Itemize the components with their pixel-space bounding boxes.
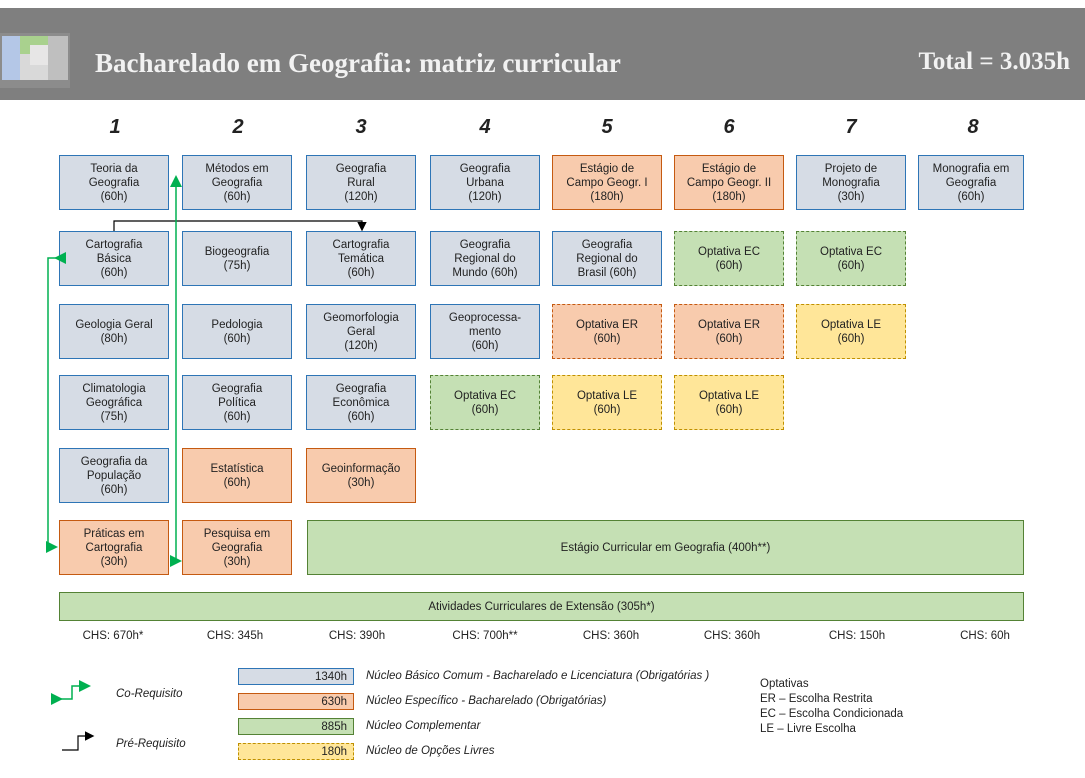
- chs-total: CHS: 150h: [828, 630, 886, 642]
- course-label: Geografia da População (60h): [80, 455, 148, 496]
- optativas-line: ER – Escolha Restrita: [760, 693, 873, 705]
- semester-number: 3: [355, 116, 367, 138]
- semester-number: 5: [601, 116, 613, 138]
- course-label: Práticas em Cartografia (30h): [83, 527, 145, 568]
- chs-total: CHS: 60h: [960, 630, 1010, 642]
- legend-swatch-free: 180h: [238, 743, 354, 760]
- optativas-line: LE – Livre Escolha: [760, 723, 856, 735]
- course-label: Geoinformação (30h): [321, 462, 401, 489]
- semester-number: 7: [845, 116, 857, 138]
- legend-label-free: Núcleo de Opções Livres: [366, 745, 495, 757]
- course-label: Geomorfologia Geral (120h): [323, 311, 399, 352]
- chs-total: CHS: 700h**: [452, 630, 518, 642]
- course-label: Geografia Regional do Brasil (60h): [576, 238, 638, 279]
- co-requisite-arrow: [48, 258, 57, 547]
- semester-number: 8: [967, 116, 979, 138]
- chs-total: CHS: 360h: [703, 630, 761, 642]
- optativas-title: Optativas: [760, 678, 809, 690]
- course-label: Optativa ER (60h): [698, 318, 760, 345]
- course-label: Geoprocessa- mento (60h): [448, 311, 522, 352]
- course-label: Projeto de Monografia (30h): [822, 162, 880, 203]
- course-label: Geografia Urbana (120h): [459, 162, 511, 203]
- legend-swatch-basic: 1340h: [238, 668, 354, 685]
- course-label: Geografia Política (60h): [211, 382, 263, 423]
- legend-label-basic: Núcleo Básico Comum - Bacharelado e Licenciatura (Obrigatórias ): [366, 670, 710, 682]
- co-requisite-legend-icon: [60, 686, 88, 699]
- total-hours: Total = 3.035h: [918, 48, 1070, 75]
- course-label: Cartografia Temática (60h): [332, 238, 390, 279]
- pre-requisite-legend-icon: [62, 736, 92, 750]
- legend-label-specific: Núcleo Específico - Bacharelado (Obrigatórias): [366, 695, 607, 707]
- course-label: Cartografia Básica (60h): [85, 238, 143, 279]
- page-title: Bacharelado em Geografia: matriz curricular: [95, 48, 621, 78]
- course-label: Optativa EC (60h): [698, 245, 760, 272]
- semester-number: 4: [479, 116, 491, 138]
- course-label: Atividades Curriculares de Extensão (305h*): [428, 600, 655, 613]
- course-label: Optativa LE (60h): [698, 389, 760, 416]
- course-label: Optativa EC (60h): [820, 245, 882, 272]
- course-label: Optativa EC (60h): [454, 389, 516, 416]
- course-label: Optativa ER (60h): [576, 318, 638, 345]
- optativas-legend: [760, 677, 903, 737]
- course-label: Pedologia (60h): [211, 318, 263, 345]
- course-label: Métodos em Geografia (60h): [205, 162, 269, 203]
- course-label: Estágio de Campo Geogr. II (180h): [686, 162, 772, 203]
- course-label: Monografia em Geografia (60h): [932, 162, 1010, 203]
- chs-total: CHS: 390h: [328, 630, 386, 642]
- semester-number: 2: [232, 116, 244, 138]
- chs-total: CHS: 670h*: [82, 630, 144, 642]
- legend-label-complementary: Núcleo Complementar: [366, 720, 481, 732]
- course-label: Climatologia Geográfica (75h): [82, 382, 146, 423]
- course-label: Teoria da Geografia (60h): [88, 162, 140, 203]
- semester-number: 1: [109, 116, 121, 138]
- course-label: Estágio Curricular em Geografia (400h**): [560, 541, 771, 554]
- chs-total: CHS: 345h: [206, 630, 264, 642]
- semester-number: 6: [723, 116, 735, 138]
- legend-swatch-complementary: 885h: [238, 718, 354, 735]
- course-label: Geografia Rural (120h): [335, 162, 387, 203]
- course-label: Estatística (60h): [210, 462, 264, 489]
- course-label: Estágio de Campo Geogr. I (180h): [566, 162, 648, 203]
- co-requisite-arrow: [176, 180, 179, 561]
- pre-requisite-arrow: [114, 221, 362, 231]
- course-label: Geografia Econômica (60h): [332, 382, 390, 423]
- course-label: Geografia Regional do Mundo (60h): [452, 238, 518, 279]
- co-requisite-label: Co-Requisito: [116, 688, 183, 700]
- course-label: Optativa LE (60h): [576, 389, 638, 416]
- optativas-line: EC – Escolha Condicionada: [760, 708, 904, 720]
- chs-total: CHS: 360h: [582, 630, 640, 642]
- course-label: Biogeografia (75h): [204, 245, 270, 272]
- legend-swatch-specific: 630h: [238, 693, 354, 710]
- course-label: Optativa LE (60h): [820, 318, 882, 345]
- course-label: Pesquisa em Geografia (30h): [203, 527, 271, 568]
- course-label: Geologia Geral (80h): [75, 318, 153, 345]
- pre-requisite-label: Pré-Requisito: [116, 738, 186, 750]
